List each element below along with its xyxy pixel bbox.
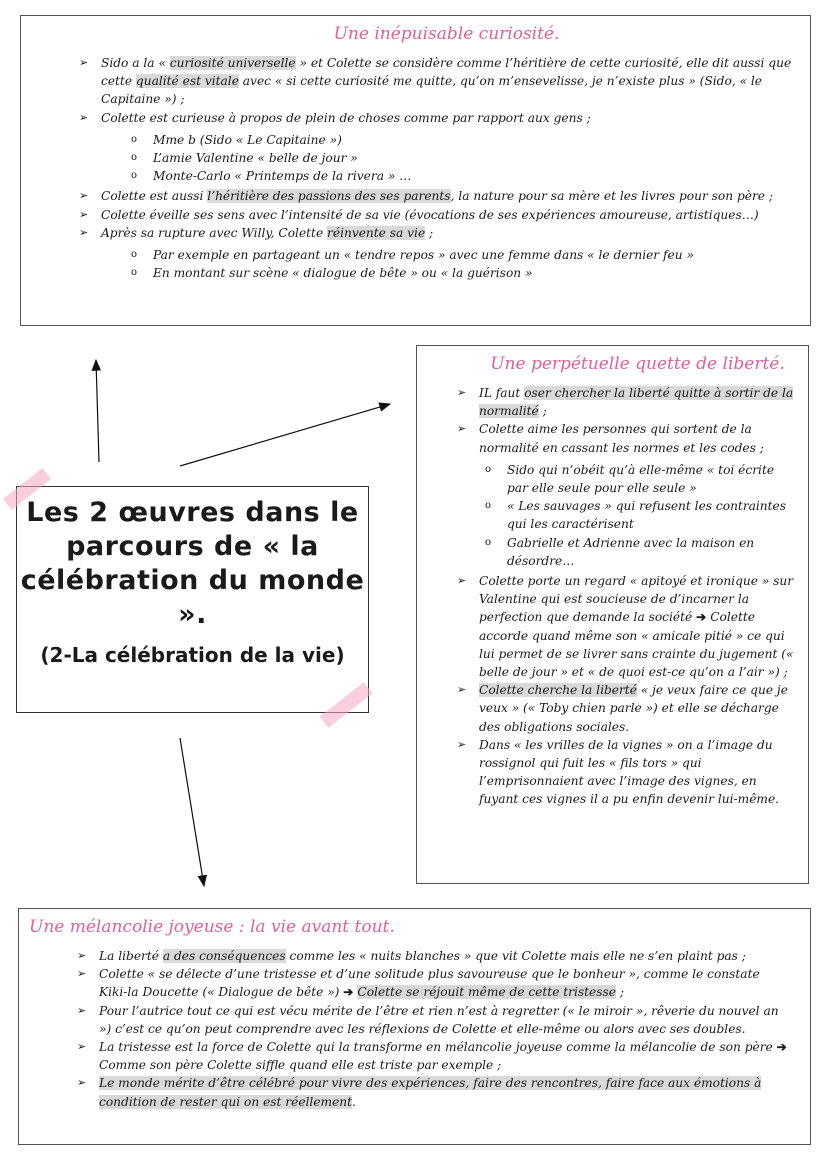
melancholy-box xyxy=(18,908,811,1145)
bullet-arrow-icon: ➢ xyxy=(457,683,467,697)
bullet-item xyxy=(77,1074,790,1110)
bullet-text: » et Colette se considère comme l’héritière de cette curiosité, elle dit aussi que cette xyxy=(101,56,792,89)
highlighted-text: qualité est vitale xyxy=(135,74,239,89)
sub-item-text: Par exemple en partageant un « tendre repos » avec une femme dans « le dernier feu » xyxy=(153,248,694,263)
highlighted-text: Le monde mérite d’être célébré pour vivre des expériences, faire des rencontres, faire face aux émotions à condition de rester qui on est réellement xyxy=(99,1076,762,1109)
circle-bullet-icon: o xyxy=(131,249,138,261)
bullet-text: comme les « nuits blanches » que vit Colette mais elle ne s’en plaint pas ; xyxy=(285,949,746,963)
bullet-arrow-icon: ➢ xyxy=(79,56,89,69)
bullet-arrow-icon: ➢ xyxy=(79,189,89,203)
arrow-to-liberty xyxy=(180,404,390,466)
arrow-to-curiosity xyxy=(96,360,99,462)
bullet-text: , la nature pour sa mère et les livres pour son père ; xyxy=(450,189,773,204)
bullet-arrow-icon: ➢ xyxy=(457,422,467,436)
circle-bullet-icon: o xyxy=(131,152,138,164)
bullet-arrow-icon: ➢ xyxy=(77,967,87,981)
sub-item-text: Gabrielle et Adrienne avec la maison en désordre… xyxy=(507,535,755,568)
highlighted-text: curiosité universelle xyxy=(169,56,296,70)
bullet-text: Dans « les vrilles de la vignes » on a l’image du rossignol qui fuit les « fils tors » qui l’emprisonnaient avec l’image des vignes, en fuyant ces vignes il a pu enfin devenir lui-même. xyxy=(479,737,780,807)
bullet-text: Colette accorde quand même son « amicale pitié » ce qui lui permet de se livrer sans crainte du jugement (« belle de jour » et « de quoi est-ce qu’on a l’air ») ; xyxy=(479,610,794,680)
right-arrow-icon: ➔ xyxy=(696,610,707,625)
curiosity-title: Une inépuisable curiosité. xyxy=(333,24,560,44)
bullet-arrow-icon: ➢ xyxy=(79,110,89,124)
circle-bullet-icon: o xyxy=(131,170,138,182)
circle-bullet-icon: o xyxy=(131,133,138,145)
bullet-arrow-icon: ➢ xyxy=(77,949,87,962)
right-arrow-icon: ➔ xyxy=(776,1040,787,1055)
bullet-text: Colette est curieuse à propos de plein de choses comme par rapport aux gens ; xyxy=(101,110,591,125)
bullet-item xyxy=(77,965,790,1001)
highlighted-text: Colette cherche la liberté xyxy=(479,683,637,698)
sub-item-text: Mme b (Sido « Le Capitaine ») xyxy=(153,132,342,147)
right-arrow-icon: ➔ xyxy=(343,985,354,1000)
bullet-arrow-icon: ➢ xyxy=(79,225,89,239)
bullet-text: Après sa rupture avec Willy, Colette xyxy=(101,225,328,240)
highlighted-text: a des conséquences xyxy=(162,949,286,963)
bullet-arrow-icon: ➢ xyxy=(457,737,467,751)
bullet-text: Sido a la « xyxy=(101,56,170,70)
central-title: Les 2 œuvres dans le parcours de « la célébration du monde ». xyxy=(20,497,365,630)
bullet-arrow-icon: ➢ xyxy=(77,1076,87,1090)
circle-bullet-icon: o xyxy=(485,463,492,475)
sub-item-text: Sido qui n’obéit qu’à elle-même « toi écrite par elle seule pour elle seule » xyxy=(507,462,775,496)
bullet-text: Colette éveille ses sens avec l’intensité de sa vie (évocations de ses expériences amoureuse, artistiques…) xyxy=(101,207,759,222)
sub-item-text: L’amie Valentine « belle de jour » xyxy=(153,151,358,166)
bullet-arrow-icon: ➢ xyxy=(457,386,467,399)
melancholy-title: Une mélancolie joyeuse : la vie avant tout. xyxy=(29,917,395,937)
bullet-text: La tristesse est la force de Colette qui la transforme en mélancolie joyeuse comme la mélancolie de son père xyxy=(99,1040,777,1055)
bullet-text: « je veux faire ce que je veux » (« Toby chien parle ») et elle se décharge des obligations sociales. xyxy=(479,683,788,734)
bullet-text: ; xyxy=(538,404,547,419)
melancholy-list xyxy=(77,947,790,1111)
arrow-to-melancholy xyxy=(180,738,204,886)
highlighted-text: oser chercher la liberté quitte à sortir de la normalité xyxy=(479,386,794,419)
bullet-text: Colette aime les personnes qui sortent de la normalité en cassant les normes et les codes ; xyxy=(479,422,764,455)
bullet-arrow-icon: ➢ xyxy=(457,574,467,588)
liberty-title: Une perpétuelle quette de liberté. xyxy=(490,354,785,374)
bullet-arrow-icon: ➢ xyxy=(79,207,89,221)
bullet-arrow-icon: ➢ xyxy=(77,1003,87,1017)
bullet-text: . xyxy=(352,1094,356,1109)
bullet-text: ; xyxy=(425,225,434,240)
highlighted-text: réinvente sa vie xyxy=(327,225,426,240)
sub-item-text: En montant sur scène « dialogue de bête » ou « la guérison » xyxy=(153,266,533,281)
bullet-text: avec « si cette curiosité me quitte, qu’on m’ensevelisse, je n’existe plus » (Sido, « le Capitaine ») ; xyxy=(101,74,763,107)
bullet-text: La liberté xyxy=(99,949,163,963)
bullet-item xyxy=(77,1002,790,1038)
sub-item-text: « Les sauvages » qui refusent les contraintes qui les caractérisent xyxy=(507,499,787,532)
bullet-text: Colette « se délecte d’une tristesse et d’une solitude plus savoureuse que le bonheur », comme le constate Kiki-la Doucette (« Dialogue de bête ») xyxy=(99,967,760,1000)
highlighted-text: l’héritière des passions des ses parents xyxy=(207,189,451,204)
bullet-text: Colette est aussi xyxy=(101,189,208,204)
bullet-text: Comme son père Colette siffle quand elle est triste par exemple ; xyxy=(99,1058,502,1073)
sub-item-text: Monte-Carlo « Printemps de la rivera » … xyxy=(153,169,412,184)
highlighted-text: Colette se réjouit même de cette tristesse xyxy=(357,985,616,1000)
bullet-arrow-icon: ➢ xyxy=(77,1040,87,1054)
circle-bullet-icon: o xyxy=(485,500,492,512)
circle-bullet-icon: o xyxy=(131,267,138,279)
bullet-item xyxy=(77,1038,790,1074)
bullet-text: Colette porte un regard « apitoyé et ironique » sur Valentine qui est soucieuse de d’incarner la perfection que demande la société xyxy=(479,574,794,625)
bullet-item xyxy=(77,947,790,965)
circle-bullet-icon: o xyxy=(485,536,492,548)
bullet-text: Pour l’autrice tout ce qui est vécu mérite de l’être et rien n’est à regretter (« le miroir », rêverie du nouvel an ») c’est ce qu’on peut comprendre avec les réflexions de Colette et elle-même ou alors avec ses doubles. xyxy=(99,1003,779,1036)
bullet-text: IL faut xyxy=(479,386,525,400)
central-subtitle: (2-La célébration de la vie) xyxy=(40,643,345,667)
bullet-text: ; xyxy=(616,985,624,1000)
